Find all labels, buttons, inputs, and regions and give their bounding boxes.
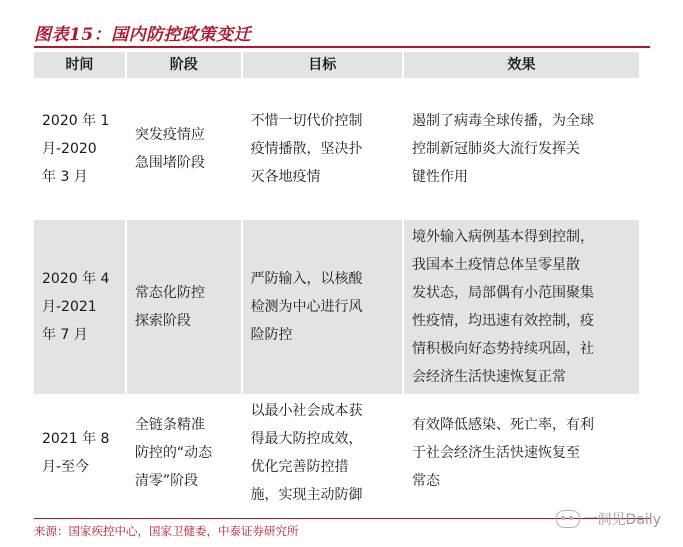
header-stage: 阶段 xyxy=(127,52,243,78)
cell-effect-text: 有效降低感染、死亡率，有利 于社会经济生活快速恢复至 常态 xyxy=(411,417,594,489)
cell-goal xyxy=(243,394,404,512)
wechat-icon xyxy=(556,510,580,528)
cell-stage xyxy=(127,78,243,220)
table-row xyxy=(34,394,639,512)
cell-time xyxy=(34,394,127,512)
cell-goal xyxy=(243,78,404,220)
cell-stage-text: 常态化防控 探索阶段 xyxy=(134,285,205,329)
cell-goal xyxy=(243,220,404,394)
cell-time-text: 2020 年 4 月-2021 年 7 月 xyxy=(42,271,110,343)
title-divider xyxy=(34,46,650,48)
cell-stage-text: 全链条精准 防控的“动态 清零”阶段 xyxy=(134,417,213,489)
cell-effect-text: 境外输入病例基本得到控制， 我国本土疫情总体呈零星散 发状态，局部偶有小范围聚集 性疫情，均迅速有效控制，疫 情积极向好态势持续巩固，社 会经济生活快速恢复正常 xyxy=(411,229,594,385)
watermark-text: 一洞见Daily xyxy=(583,512,661,528)
header-goal: 目标 xyxy=(243,52,404,78)
table-row xyxy=(34,78,639,220)
cell-effect xyxy=(404,220,639,394)
cell-time-text: 2021 年 8 月-至今 xyxy=(42,431,110,475)
watermark xyxy=(556,509,661,529)
cell-goal-text: 以最小社会成本获 得最大防控成效， 优化完善防控措 施，实现主动防御 xyxy=(250,403,363,503)
cell-time-text: 2020 年 1 月-2020 年 3 月 xyxy=(42,113,110,185)
figure-title: 图表15：国内防控政策变迁 xyxy=(34,25,252,45)
cell-effect xyxy=(404,394,639,512)
table-row xyxy=(34,220,639,394)
cell-effect-text: 遏制了病毒全球传播，为全球 控制新冠肺炎大流行发挥关 键性作用 xyxy=(411,113,594,185)
header-time: 时间 xyxy=(34,52,127,78)
policy-table xyxy=(34,52,639,512)
cell-stage-text: 突发疫情应 急围堵阶段 xyxy=(134,127,205,171)
header-effect: 效果 xyxy=(404,52,639,78)
cell-effect xyxy=(404,78,639,220)
cell-goal-text: 不惜一切代价控制 疫情播散，坚决扑 灭各地疫情 xyxy=(250,113,363,185)
cell-stage xyxy=(127,220,243,394)
cell-stage xyxy=(127,394,243,512)
cell-time xyxy=(34,78,127,220)
cell-goal-text: 严防输入，以核酸 检测为中心进行风 险防控 xyxy=(250,271,363,343)
table-header-row xyxy=(34,52,639,78)
cell-time xyxy=(34,220,127,394)
source-note: 来源：国家疾控中心，国家卫健委，中泰证券研究所 xyxy=(34,518,650,539)
